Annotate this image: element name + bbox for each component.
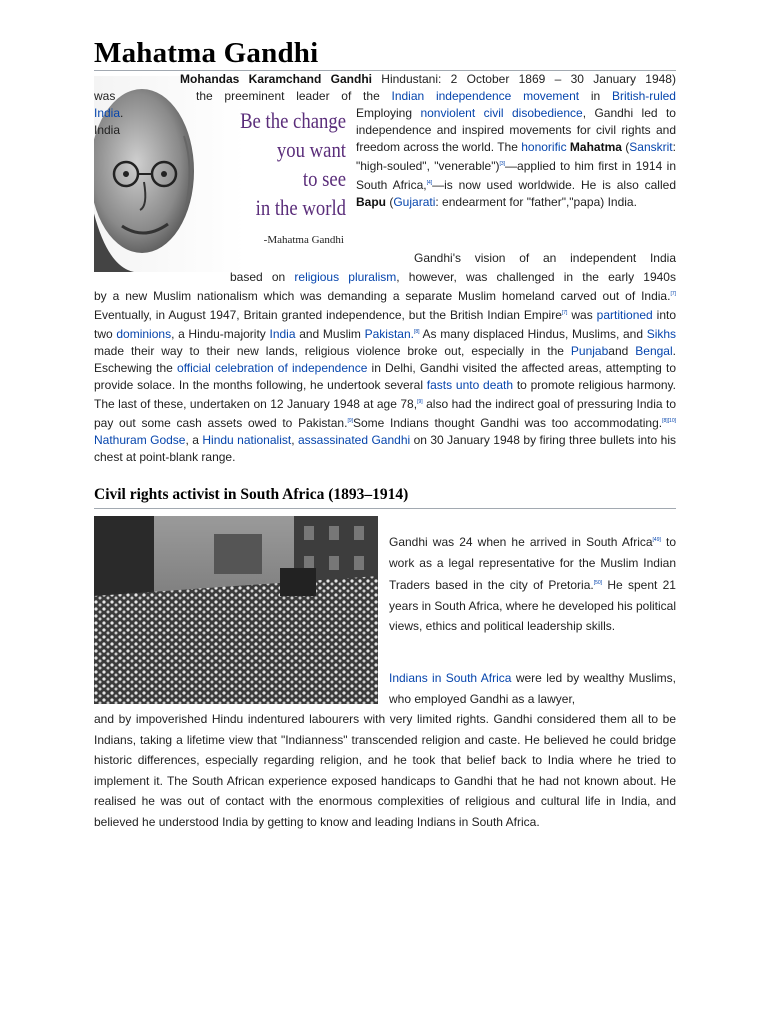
intro-india-word: India bbox=[94, 123, 121, 137]
gujarati-link[interactable]: Gujarati bbox=[393, 195, 436, 209]
official-celebration-link[interactable]: official celebration of independence bbox=[177, 361, 368, 375]
sanskrit-link[interactable]: Sanskrit bbox=[629, 140, 673, 154]
indians-in-south-africa-link[interactable]: Indians in South Africa bbox=[389, 671, 512, 685]
bengal-link[interactable]: Bengal bbox=[635, 344, 673, 358]
british-ruled-link[interactable]: British-ruled bbox=[611, 89, 676, 103]
section2-full-paragraph: and by impoverished Hindu indentured labourers with very limited rights. Gandhi considered them all to be Indians, taking a lifetime view that "Indianness" transcended religion and caste. He believed he could bridge historic differences, especially regarding religion, and he took that belief back to India where he tried to implement it. The South African experience exposed handicaps to Gandhi that he had not known about. He realised he was out of contact with the enormous complexities of religious and cultural life in India, and believed he understood India by getting to know and leading Indians in South Africa. bbox=[94, 712, 676, 829]
crowd-photo-icon bbox=[94, 516, 378, 704]
india-link[interactable]: India bbox=[269, 327, 296, 341]
intro-line1: Mohandas Karamchand Gandhi Hindustani: 2 October 1869 – 30 January 1948) bbox=[180, 72, 676, 86]
pakistan-link[interactable]: Pakistan. bbox=[364, 327, 414, 341]
civil-disobedience-link[interactable]: nonviolent civil disobedience bbox=[420, 106, 583, 120]
section-divider bbox=[94, 508, 676, 509]
punjab-link[interactable]: Punjab bbox=[570, 344, 609, 358]
fasts-unto-death-link[interactable]: fasts unto death bbox=[426, 378, 514, 392]
assassinated-gandhi-link[interactable]: assassinated Gandhi bbox=[297, 433, 411, 447]
vision-line: Gandhi's vision of an independent India bbox=[414, 251, 676, 265]
nathuram-godse-link[interactable]: Nathuram Godse bbox=[94, 433, 186, 447]
section2-indians-line: Indians in South Africa were led by wealthy Muslims, who employed Gandhi as a lawyer, bbox=[389, 671, 676, 706]
partitioned-link[interactable]: partitioned bbox=[596, 308, 653, 322]
section2-right-text: Gandhi was 24 when he arrived in South Africa[49] to work as a legal representative for the Muslim Indian Traders based in the city of Pretoria.[50] He spent 21 years in South Africa, where he developed his political views, ethics and political leadership skills. bbox=[389, 535, 676, 634]
hindu-nationalist-link[interactable]: Hindu nationalist bbox=[202, 433, 292, 447]
quote-text: Be the change you want to see in the world bbox=[240, 108, 346, 220]
section-heading: Civil rights activist in South Africa (1893–1914) bbox=[94, 486, 409, 503]
honorific-link[interactable]: honorific bbox=[521, 140, 567, 154]
quote-attribution: -Mahatma Gandhi bbox=[263, 234, 344, 246]
intro-line2: was the preeminent leader of the Indian independence movement in British-ruled bbox=[94, 89, 676, 103]
british-india-link[interactable]: India bbox=[94, 106, 121, 120]
page-title: Mahatma Gandhi bbox=[94, 37, 319, 69]
sikhs-link[interactable]: Sikhs bbox=[646, 327, 677, 341]
pluralism-line: based on religious pluralism, however, was challenged in the early 1940s bbox=[230, 270, 676, 284]
religious-pluralism-link[interactable]: religious pluralism bbox=[294, 270, 397, 284]
intro-right-column: Employing nonviolent civil disobedience, Gandhi led to independence and inspired movements for civil rights and freedom across the world. The honorific Mahatma (Sanskrit: "high-souled", "venerable")[3]—applied to him first in 1914 in South Africa,[4]—is now used worldwide. He is also called Bapu (Gujarati: endearment for "father","papa) India. bbox=[356, 106, 676, 209]
dominions-link[interactable]: dominions bbox=[116, 327, 172, 341]
history-paragraph: by a new Muslim nationalism which was demanding a separate Muslim homeland carved out of India.[7] Eventually, in August 1947, Britain granted independence, but the British Indian Empire[7] was partitioned into two dominions, a Hindu-majority India and Muslim Pakistan.[8] As many displaced Hindus, Muslims, and Sikhs made their way to their new lands, religious violence broke out, especially in the Punjaband Bengal. Eschewing the official celebration of independence in Delhi, Gandhi visited the affected areas, attempting to provide solace. In the months following, he undertook several fasts unto death to promote religious harmony. The last of these, undertaken on 12 January 1948 at age 78,[9] also had the indirect goal of pressuring India to pay out some cash assets owed to Pakistan.[9]Some Indians thought Gandhi was too accommodating.[8][10] Nathuram Godse, a Hindu nationalist, assassinated Gandhi on 30 January 1948 by firing three bullets into his chest at point-blank range. bbox=[94, 289, 677, 464]
intro-india-link-line: India. bbox=[94, 106, 124, 120]
crowd-photo bbox=[94, 516, 378, 704]
indian-independence-movement-link[interactable]: Indian independence movement bbox=[391, 89, 580, 103]
